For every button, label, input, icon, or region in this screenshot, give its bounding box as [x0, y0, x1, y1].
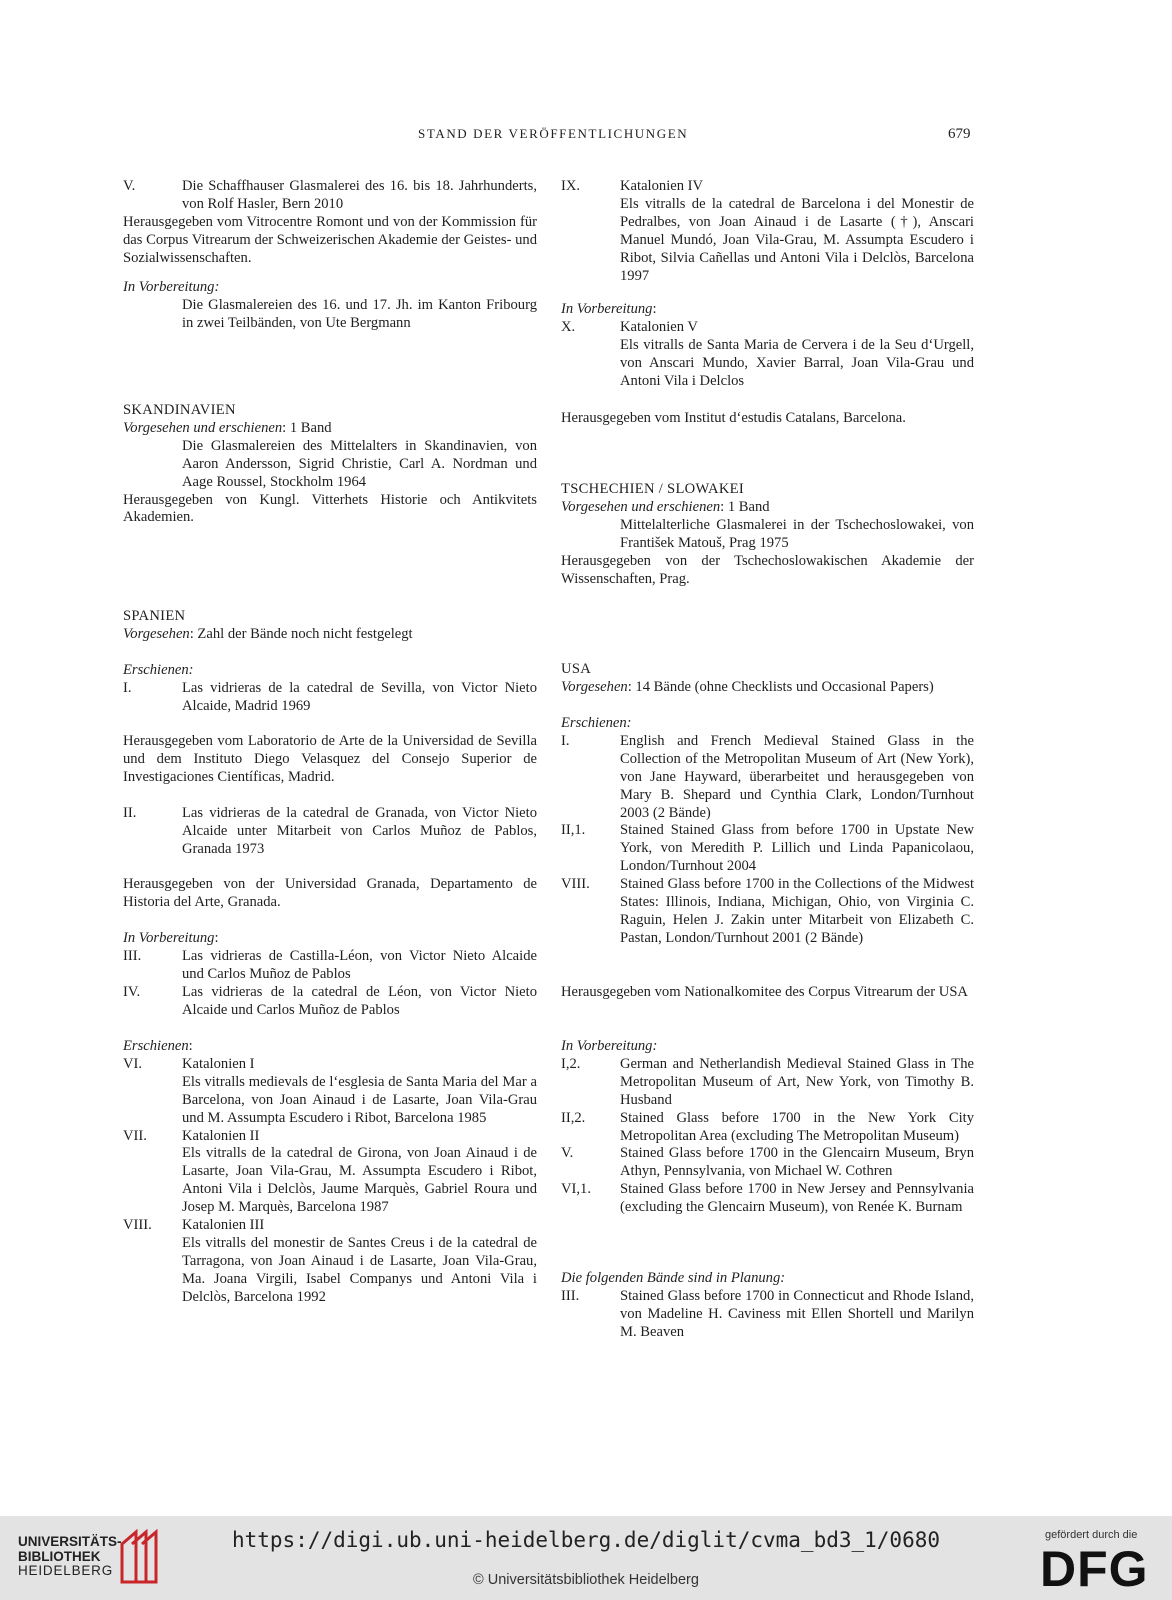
volume-entry — [561, 1110, 974, 1146]
volume-text: Stained Stained Glass from before 1700 in Upstate New York, von Meredith P. Lillich und Linda Papanicolaou, London/Turnhout 2004 — [620, 822, 974, 875]
library-name-line: HEIDELBERG — [18, 1563, 114, 1578]
publisher-note-block — [123, 876, 537, 912]
volume-count: : 1 Band — [720, 498, 770, 515]
spanien-vol-ix — [561, 178, 974, 285]
volume-text: Els vitralls de Santa Maria de Cervera i de la Seu d‘Urgell, von Anscari Mundo, Xavier Barral, Joan Vila-Grau und Antoni Vila i Delclos — [620, 336, 974, 389]
volume-text: German and Netherlandish Medieval Stained Glass in The Metropolitan Museum of Art, New York, von Timothy B. Husband — [620, 1055, 974, 1108]
volume-entry — [561, 1145, 974, 1181]
volume-number: X. — [561, 318, 576, 335]
library-name-line: UNIVERSITÄTS- — [18, 1534, 122, 1549]
volume-count: : 14 Bände (ohne Checklists und Occasional Papers) — [627, 678, 934, 695]
volume-number: III. — [561, 1287, 580, 1304]
prep-label: In Vorbereitung — [123, 930, 215, 946]
publisher-note: Herausgegeben vom Nationalkomitee des Corpus Vitrearum der USA — [561, 984, 968, 1000]
volume-number: III. — [123, 947, 142, 964]
spanien-prep-2: In Vorbereitung: X. Katalonien V Els vitralls de Santa Maria de Cervera i de la Seu d‘Urgell, von Anscari Mundo, Xavier Barral, Joan Vila-Grau und Antoni Vila i Delclos — [561, 301, 974, 389]
status-label: Vorgesehen und erschienen — [561, 498, 721, 515]
volume-entry — [123, 680, 537, 716]
volume-text: Stained Glass before 1700 in New Jersey and Pennsylvania (excluding the Glencairn Museum), von Renée K. Burnam — [620, 1181, 974, 1216]
volume-number: II. — [123, 805, 137, 821]
section-heading: SPANIEN — [123, 608, 186, 624]
published-label: Erschienen — [123, 1038, 189, 1054]
usa-planned — [561, 1270, 974, 1342]
volume-number: VIII. — [561, 876, 590, 893]
published-label: Erschienen: — [561, 715, 632, 731]
section-usa — [561, 661, 974, 697]
volume-entry — [561, 319, 974, 391]
volume-number: VI. — [123, 1055, 143, 1072]
volume-number: VIII. — [123, 1217, 152, 1234]
volume-text: Las vidrieras de la catedral de Granada, von Victor Nieto Alcaide unter Mitarbeit von Carlos Muñoz de Pablos, Granada 1973 — [182, 805, 537, 857]
publisher-note-block — [123, 733, 537, 787]
section-heading: USA — [561, 661, 592, 677]
volume-text: Las vidrieras de la catedral de Léon, von Victor Nieto Alcaide und Carlos Muñoz de Pablos — [182, 983, 537, 1018]
volume-text: Las vidrieras de Castilla-Léon, von Victor Nieto Alcaide und Carlos Muñoz de Pablos — [182, 947, 537, 982]
volume-number: IV. — [123, 983, 141, 1000]
prep-label: In Vorbereitung: — [561, 1038, 658, 1054]
volume-title: Katalonien I — [182, 1055, 255, 1072]
volume-count: : 1 Band — [282, 419, 332, 436]
section-heading: TSCHECHIEN / SLOWAKEI — [561, 481, 745, 497]
volume-text: Las vidrieras de la catedral de Sevilla, von Victor Nieto Alcaide, Madrid 1969 — [182, 679, 537, 714]
volume-title: Katalonien IV — [620, 178, 704, 194]
usa-published — [561, 715, 974, 948]
usa-prep — [561, 1038, 974, 1217]
volume-entry — [561, 1288, 974, 1342]
section-heading: SKANDINAVIEN — [123, 402, 236, 418]
volume-text: Stained Glass before 1700 in the Collections of the Midwest States: Illinois, Indiana, Michigan, Ohio, von Virginia C. Raguin, Helen J. Zakin unter Mitarbeit von Elizabeth C. Pastan, London/Turnhout 2001 (2 Bände) — [620, 876, 974, 946]
volume-number: V. — [561, 1145, 574, 1162]
publisher-note-block — [561, 984, 974, 1002]
volume-count: : Zahl der Bände noch nicht festgelegt — [189, 625, 413, 642]
planned-label: Die folgenden Bände sind in Planung: — [561, 1270, 786, 1286]
volume-entry — [123, 178, 537, 214]
publisher-note: Herausgegeben vom Laboratorio de Arte de la Universidad de Sevilla und dem Instituto Diego Velasquez del Consejo Superior de Investigaciones Científicas, Madrid. — [123, 733, 537, 785]
volume-text: Die Schaffhauser Glasmalerei des 16. bis 18. Jahrhunderts, von Rolf Hasler, Bern 2010 — [182, 178, 537, 212]
volume-number: VII. — [123, 1127, 147, 1144]
status-label: Vorgesehen — [561, 678, 628, 695]
volume-entry — [561, 822, 974, 876]
volume-title: Katalonien V — [620, 318, 698, 335]
volume-text: Els vitralls medievals de l‘esglesia de Santa Maria del Mar a Barcelona, von Joan Ainaud i de Lasarte, Joan Vila-Grau und M. Assumpta Escudero i Ribot, Barcelona 1985 — [182, 1073, 537, 1126]
permalink-url[interactable]: https://digi.ub.uni-heidelberg.de/diglit/cvma_bd3_1/0680 — [231, 1528, 940, 1552]
publisher-note: Herausgegeben von Kungl. Vitterhets Historie och Antikvitets Akademien. — [123, 491, 537, 526]
volume-number: I. — [123, 679, 132, 696]
prep-label: In Vorbereitung: — [123, 279, 220, 295]
funding-note: gefördert durch die — [1045, 1529, 1138, 1541]
volume-text: Els vitralls del monestir de Santes Creus i de la catedral de Tarragona, von Joan Ainaud i de Lasarte, Joan Vila-Grau, Ma. Joana Virgili, Isabel Companys und Antoni Vila i Delclòs, Barcelona 1992 — [182, 1234, 537, 1305]
publisher-note: Herausgegeben von der Tschechoslowakischen Akademie der Wissenschaften, Prag. — [561, 552, 974, 587]
volume-text: Die Glasmalereien des Mittelalters in Skandinavien, von Aaron Andersson, Sigrid Christie, Carl A. Nordman und Aage Roussel, Stockholm 1964 — [182, 437, 537, 490]
section-skandinavien — [123, 402, 537, 527]
prep-text: Die Glasmalereien des 16. und 17. Jh. im Kanton Fribourg in zwei Teilbänden, von Ute Bergmann — [182, 296, 537, 331]
volume-entry — [561, 733, 974, 823]
volume-text: English and French Medieval Stained Glass in the Collection of the Metropolitan Museum of Art (New York), von Jane Hayward, überarbeitet und herausgegeben von Mary B. Shepard und Cynthia Clark, London/Turnhout 2003 (2 Bände) — [620, 732, 974, 821]
library-name-line: BIBLIOTHEK — [18, 1548, 101, 1564]
dfg-logo[interactable]: DFG — [1040, 1541, 1149, 1597]
prep-label: In Vorbereitung — [561, 301, 653, 317]
volume-entry — [123, 948, 537, 984]
volume-number: IX. — [561, 178, 581, 194]
spanien-prep: In Vorbereitung: III. Las vidrieras de Castilla-Léon, von Victor Nieto Alcaide und Carlos Muñoz de Pablos IV. Las vidrieras de la catedral de Léon, von Victor Nieto Alcaide und Carlos Muñoz de Pablos — [123, 930, 537, 1018]
volume-entry — [123, 1217, 537, 1307]
volume-entry — [561, 178, 974, 285]
published-label: Erschienen: — [123, 662, 194, 678]
spanien-published — [123, 662, 537, 716]
volume-text: Stained Glass before 1700 in the Glencairn Museum, Bryn Athyn, Pennsylvania, von Michael W. Cothren — [620, 1145, 974, 1180]
volume-number: I. — [561, 732, 570, 749]
volume-number: II,2. — [561, 1109, 586, 1126]
status-label: Vorgesehen und erschienen — [123, 419, 283, 436]
page-number: 679 — [948, 126, 971, 142]
volume-entry — [123, 1056, 537, 1128]
spanien-katalonien: Erschienen: VI. Katalonien I Els vitralls medievals de l‘esglesia de Santa Maria del Mar a Barcelona, von Joan Ainaud i de Lasarte, Joan Vila-Grau und M. Assumpta Escudero i Ribot, Barcelona 1985 VII. Katalonien II Els vitralls de la catedral de Girona, von Joan Ainaud i de Lasarte, Joan Vila-Grau, M. Assumpta Escudero i Ribot, Antoni Vila i Delclòs, Jaume Marquès, Gabriel Roura und Josep M. Marquès, Barcelona 1987 VIII. Katalonien III Els vitralls del monestir de Santes Creus i de la catedral de Tarragona, von Joan Ainaud i de Lasarte, Joan Vila-Grau, Ma. Joana Virgili, Isabel Companys und Antoni Vila i Delclòs, Barcelona 1992 — [123, 1038, 537, 1305]
volume-number: II,1. — [561, 822, 586, 839]
spanien-vol-ii — [123, 805, 537, 859]
section-spanien — [123, 608, 537, 644]
viewer-footer — [0, 1516, 1172, 1600]
volume-text: Stained Glass before 1700 in Connecticut and Rhode Island, von Madeline H. Caviness mit Ellen Shortell und Marilyn M. Beaven — [620, 1287, 974, 1340]
status-label: Vorgesehen — [123, 625, 190, 642]
volume-entry — [123, 984, 537, 1020]
volume-text: Els vitralls de la catedral de Barcelona i del Monestir de Pedralbes, von Joan Ainaud i de Lasarte (†), Anscari Manuel Mundó, Joan Vila-Grau, M. Assumpta Escudero i Ribot, Silvia Cañellas und Antoni Vila i Delclòs, Barcelona 1997 — [620, 195, 974, 284]
volume-number: I,2. — [561, 1055, 581, 1072]
volume-entry — [123, 1128, 537, 1218]
volume-text: Stained Glass before 1700 in the New York City Metropolitan Area (excluding The Metropolitan Museum) — [620, 1109, 974, 1144]
running-title: STAND DER VERÖFFENTLICHUNGEN — [418, 126, 689, 141]
volume-entry — [561, 1056, 974, 1110]
volume-number: V. — [123, 178, 136, 194]
volume-entry — [561, 1181, 974, 1217]
publisher-note: Herausgegeben vom Institut d‘estudis Catalans, Barcelona. — [561, 410, 906, 426]
publisher-note: Herausgegeben vom Vitrocentre Romont und von der Kommission für das Corpus Vitrearum der Schweizerischen Akademie der Geistes- und Sozialwissenschaften. — [123, 213, 537, 266]
section-schweiz-tail — [123, 178, 537, 268]
volume-text: Mittelalterliche Glasmalerei in der Tschechoslowakei, von František Matouš, Prag 1975 — [620, 516, 974, 551]
prep-block — [123, 279, 537, 333]
volume-title: Katalonien II — [182, 1127, 260, 1144]
publisher-note-block — [561, 410, 974, 428]
copyright-notice: © Universitätsbibliothek Heidelberg — [473, 1572, 699, 1588]
volume-text: Els vitralls de la catedral de Girona, von Joan Ainaud i de Lasarte, Joan Vila-Grau, M. Assumpta Escudero i Ribot, Antoni Vila i Delclòs, Jaume Marquès, Gabriel Roura und Josep M. Marquès, Barcelona 1987 — [182, 1145, 537, 1216]
volume-title: Katalonien III — [182, 1217, 265, 1234]
volume-entry — [123, 805, 537, 859]
section-tschechien — [561, 481, 974, 588]
publisher-note: Herausgegeben von der Universidad Granada, Departamento de Historia del Arte, Granada. — [123, 876, 537, 910]
volume-entry — [561, 876, 974, 948]
volume-number: VI,1. — [561, 1181, 591, 1198]
